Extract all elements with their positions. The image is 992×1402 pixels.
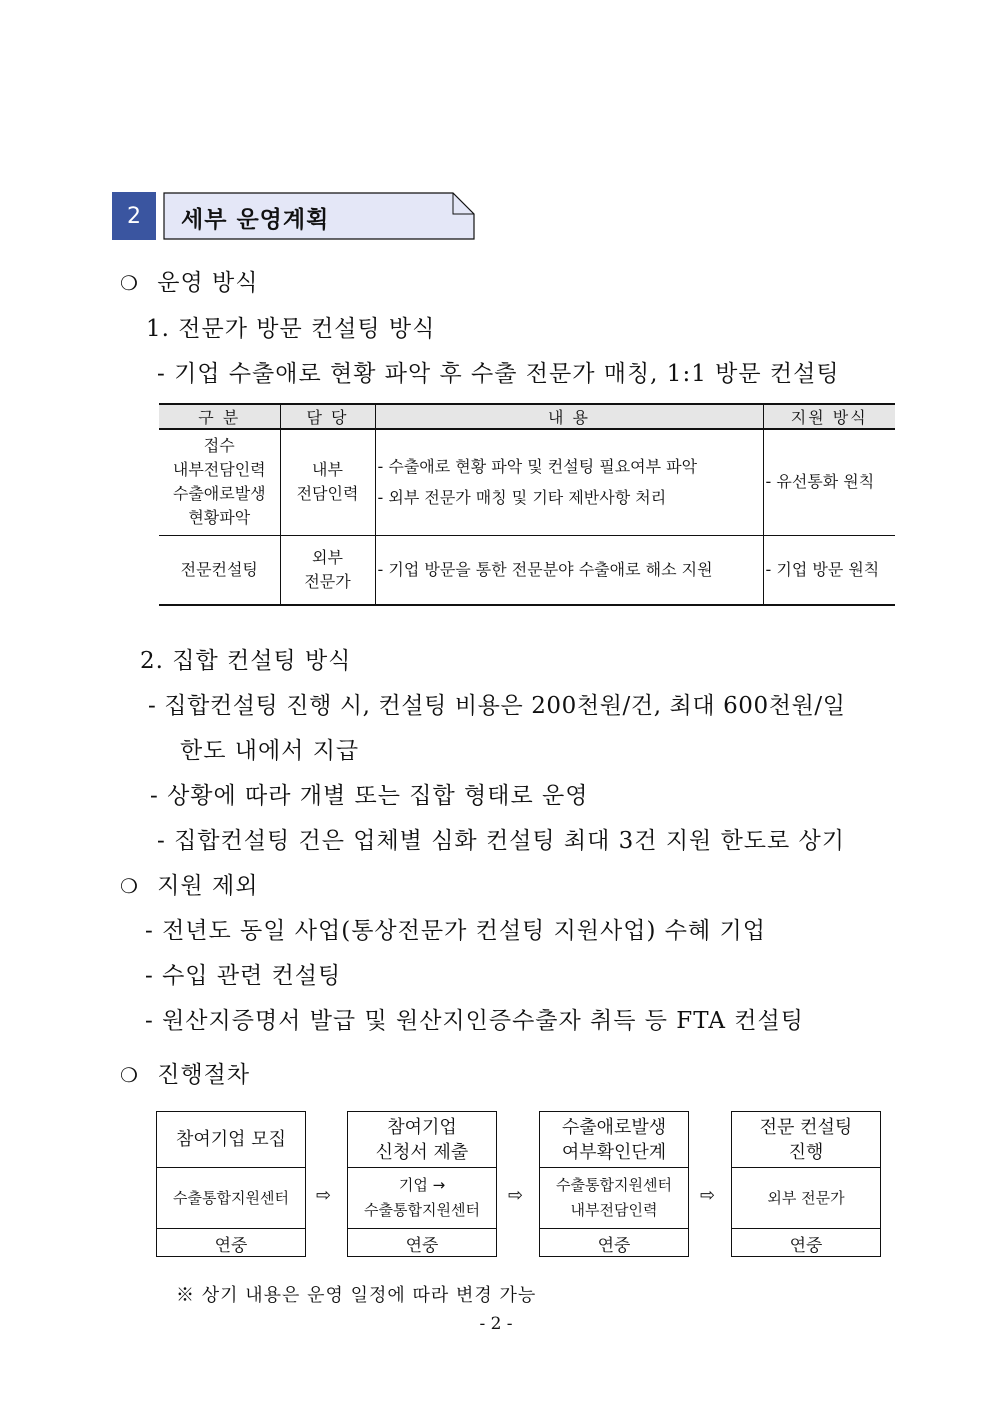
header-method: 지원 방식: [763, 404, 895, 429]
circle-bullet-icon: ❍: [120, 271, 139, 295]
procedure-step-1: [156, 1111, 306, 1257]
procedure-step-2: [347, 1111, 497, 1257]
footnote: ※ 상기 내용은 운영 일정에 따라 변경 가능: [176, 1285, 537, 1306]
row1-owner: 내부 전담인력: [280, 429, 375, 535]
procedure-step-4: [731, 1111, 881, 1257]
step-title: 참여기업 신청서 제출: [348, 1112, 496, 1168]
table-header-row: [159, 404, 895, 429]
item1-title: 1. 전문가 방문 컨설팅 방식: [146, 316, 436, 342]
step-period: 연중: [789, 1236, 823, 1256]
step-actor: 기업 → 수출통합지원센터: [348, 1168, 496, 1229]
row1-method: - 유선통화 원칙: [763, 429, 895, 535]
arrow-right-icon: ⇨: [700, 1185, 716, 1206]
row2-owner: 외부 전문가: [280, 535, 375, 605]
exclusion-line: - 원산지증명서 발급 및 원산지인증수출자 취득 등 FTA 컨설팅: [145, 1008, 804, 1034]
op-method-heading: ❍ 운영 방식: [120, 270, 259, 296]
item2-line: - 상황에 따라 개별 또는 집합 형태로 운영: [150, 783, 589, 809]
item2-title: 2. 집합 컨설팅 방식: [140, 648, 352, 674]
section-title: 세부 운영계획: [181, 207, 330, 233]
table-row: [159, 535, 895, 605]
procedure-step-3: [539, 1111, 689, 1257]
row1-category: 접수 내부전담인력 수출애로발생 현황파악: [159, 429, 280, 535]
item2-line: 한도 내에서 지급: [180, 738, 360, 764]
row2-content: - 기업 방문을 통한 전문분야 수출애로 해소 지원: [375, 535, 763, 605]
item2-line: - 집합컨설팅 진행 시, 컨설팅 비용은 200천원/건, 최대 600천원/일: [148, 693, 846, 719]
exclusion-line: - 수입 관련 컨설팅: [145, 963, 342, 989]
row2-category: 전문컨설팅: [159, 535, 280, 605]
procedure-heading: ❍ 진행절차: [120, 1062, 251, 1088]
table-row: [159, 429, 895, 535]
step-period: 연중: [597, 1236, 631, 1256]
exclusion-line: - 전년도 동일 사업(통상전문가 컨설팅 지원사업) 수혜 기업: [145, 918, 766, 944]
arrow-right-icon: ⇨: [508, 1185, 524, 1206]
method-table: [159, 403, 895, 606]
section-title-box: [163, 192, 475, 240]
step-title: 전문 컨설팅 진행: [732, 1112, 880, 1168]
step-title: 수출애로발생 여부확인단계: [540, 1112, 688, 1168]
step-title: 참여기업 모집: [157, 1112, 305, 1168]
step-period: 연중: [405, 1236, 439, 1256]
page-number: - 2 -: [479, 1314, 513, 1334]
section-number: 2: [112, 192, 156, 240]
item2-line: - 집합컨설팅 건은 업체별 심화 컨설팅 최대 3건 지원 한도로 상기: [157, 828, 845, 854]
step-actor: 외부 전문가: [732, 1168, 880, 1229]
exclusion-heading: ❍ 지원 제외: [120, 873, 259, 899]
row1-content: - 수출애로 현황 파악 및 컨설팅 필요여부 파악 - 외부 전문가 매칭 및 기타 제반사항 처리: [375, 429, 763, 535]
step-period: 연중: [214, 1236, 248, 1256]
item1-desc: - 기업 수출애로 현황 파악 후 수출 전문가 매칭, 1:1 방문 컨설팅: [157, 361, 840, 387]
header-owner: 담 당: [280, 404, 375, 429]
circle-bullet-icon: ❍: [120, 1063, 139, 1087]
arrow-right-icon: ⇨: [316, 1185, 332, 1206]
header-content: 내 용: [375, 404, 763, 429]
circle-bullet-icon: ❍: [120, 874, 139, 898]
step-actor: 수출통합지원센터 내부전담인력: [540, 1168, 688, 1229]
step-actor: 수출통합지원센터: [157, 1168, 305, 1229]
row2-method: - 기업 방문 원칙: [763, 535, 895, 605]
header-category: 구 분: [159, 404, 280, 429]
